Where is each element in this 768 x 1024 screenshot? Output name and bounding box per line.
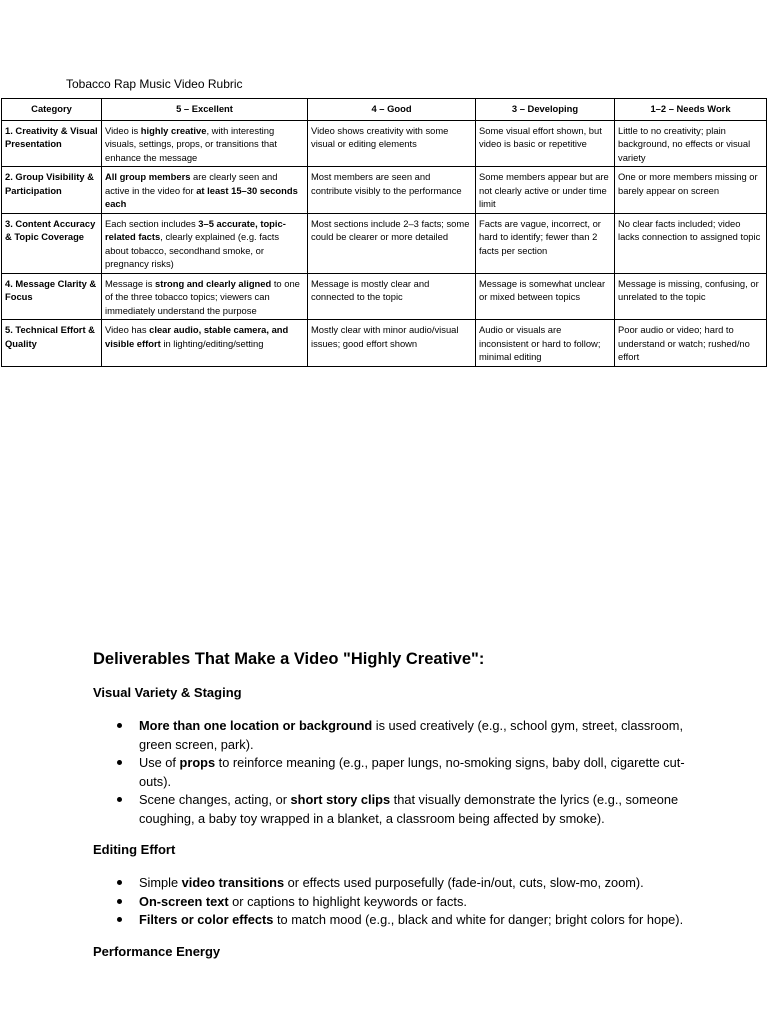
text-run: Video is (105, 124, 141, 136)
text-run: , with interesting visuals, settings, props, or transitions that enhance the message (105, 124, 277, 163)
rubric-row (2, 120, 767, 167)
text-run: clear audio, stable camera, and visible effort (105, 324, 289, 349)
text-run: Filters or color effects (139, 912, 274, 927)
rubric-row (2, 167, 767, 214)
rubric-row (2, 213, 767, 273)
deliverable-item (139, 893, 693, 912)
text-run: or captions to highlight keywords or facts. (228, 893, 467, 909)
rubric-developing-cell: Message is somewhat unclear or mixed between topics (476, 273, 615, 320)
text-run: On-screen text (139, 893, 229, 909)
rubric-needs-work-cell: One or more members missing or barely appear on screen (615, 167, 767, 214)
rubric-good-cell: Mostly clear with minor audio/visual issues; good effort shown (308, 320, 476, 367)
rubric-needs-work-cell: Little to no creativity; plain background, no effects or visual variety (615, 120, 767, 167)
deliverable-item (139, 717, 693, 754)
text-run: at least 15–30 seconds each (105, 184, 298, 209)
text-run: short story clips (290, 792, 391, 807)
rubric-developing-cell: Facts are vague, incorrect, or hard to identify; fewer than 2 facts per section (476, 213, 615, 273)
deliverables-title: Deliverables That Make a Video "Highly Creative": (93, 650, 485, 668)
rubric-excellent-cell (102, 120, 308, 167)
text-run: to one of the three tobacco topics; viewers can immediately understand the purpose (105, 277, 300, 316)
text-run: to reinforce meaning (e.g., paper lungs, no-smoking signs, baby doll, cigarette cut-outs). (139, 755, 685, 789)
rubric-needs-work-cell: No clear facts included; video lacks connection to assigned topic (615, 213, 767, 273)
rubric-good-cell: Most sections include 2–3 facts; some could be clearer or more detailed (308, 213, 476, 273)
text-run: is used creatively (e.g., school gym, street, classroom, green screen, park). (139, 718, 683, 752)
rubric-good-cell: Most members are seen and contribute visibly to the performance (308, 167, 476, 214)
rubric-excellent-cell (102, 320, 308, 367)
rubric-header-row (2, 99, 767, 121)
deliverables-group-heading: Visual Variety & Staging (93, 685, 242, 700)
text-run: props (179, 755, 216, 770)
deliverable-item (139, 874, 693, 893)
text-run: Scene changes, acting, or (139, 792, 291, 807)
deliverable-item (139, 791, 693, 828)
header-needs-work: 1–2 – Needs Work (615, 99, 767, 121)
text-run: 3–5 accurate, topic-related facts (105, 217, 286, 242)
rubric-category-cell: 5. Technical Effort & Quality (2, 320, 102, 367)
rubric-table (1, 98, 767, 367)
header-developing: 3 – Developing (476, 99, 615, 121)
rubric-developing-cell: Some visual effort shown, but video is basic or repetitive (476, 120, 615, 167)
text-run: strong and clearly aligned (155, 277, 272, 289)
header-excellent: 5 – Excellent (102, 99, 308, 121)
deliverables-list (93, 717, 693, 828)
rubric-category-cell: 1. Creativity & Visual Presentation (2, 120, 102, 167)
rubric-excellent-cell (102, 167, 308, 214)
rubric-needs-work-cell: Message is missing, confusing, or unrelated to the topic (615, 273, 767, 320)
rubric-title: Tobacco Rap Music Video Rubric (66, 77, 243, 91)
rubric-category-cell: 2. Group Visibility & Participation (2, 167, 102, 214)
rubric-excellent-cell (102, 273, 308, 320)
text-run: Each section includes (105, 217, 199, 229)
text-run: video transitions (181, 875, 285, 890)
text-run: that visually demonstrate the lyrics (e.g., someone coughing, a baby toy wrapped in a blanket, a classroom being affected by smoke). (139, 792, 679, 826)
text-run: to match mood (e.g., black and white for danger; bright colors for hope). (273, 912, 684, 927)
rubric-row (2, 273, 767, 320)
text-run: Video has (105, 324, 150, 335)
deliverables-list (93, 874, 693, 930)
deliverables-group-heading: Performance Energy (93, 943, 221, 959)
deliverable-item (139, 911, 693, 930)
rubric-category-cell: 4. Message Clarity & Focus (2, 273, 102, 320)
rubric-developing-cell: Audio or visuals are inconsistent or hard to follow; minimal editing (476, 320, 615, 367)
rubric-good-cell: Video shows creativity with some visual or editing elements (308, 120, 476, 167)
rubric-good-cell: Message is mostly clear and connected to the topic (308, 273, 476, 320)
text-run: highly creative (140, 124, 207, 136)
text-run: are clearly seen and active in the video for (105, 171, 278, 196)
rubric-row (2, 320, 767, 367)
rubric-category-cell: 3. Content Accuracy & Topic Coverage (2, 213, 102, 273)
header-good: 4 – Good (308, 99, 476, 121)
deliverables-section (93, 648, 693, 961)
header-category: Category (2, 99, 102, 121)
text-run: in lighting/editing/setting (160, 337, 264, 349)
text-run: , clearly explained (e.g. facts about tobacco, secondhand smoke, or pregnancy risks) (105, 231, 280, 269)
deliverable-item (139, 754, 693, 791)
rubric-needs-work-cell: Poor audio or video; hard to understand or watch; rushed/no effort (615, 320, 767, 367)
deliverables-group-heading: Editing Effort (93, 842, 176, 857)
rubric-developing-cell: Some members appear but are not clearly active or under time limit (476, 167, 615, 214)
text-run: Simple (139, 875, 182, 890)
rubric-excellent-cell (102, 213, 308, 273)
text-run: All group members (105, 171, 191, 182)
text-run: Use of (139, 755, 180, 770)
text-run: More than one location or background (139, 718, 373, 733)
text-run: Message is (105, 277, 156, 289)
text-run: or effects used purposefully (fade-in/out, cuts, slow-mo, zoom). (284, 875, 644, 890)
